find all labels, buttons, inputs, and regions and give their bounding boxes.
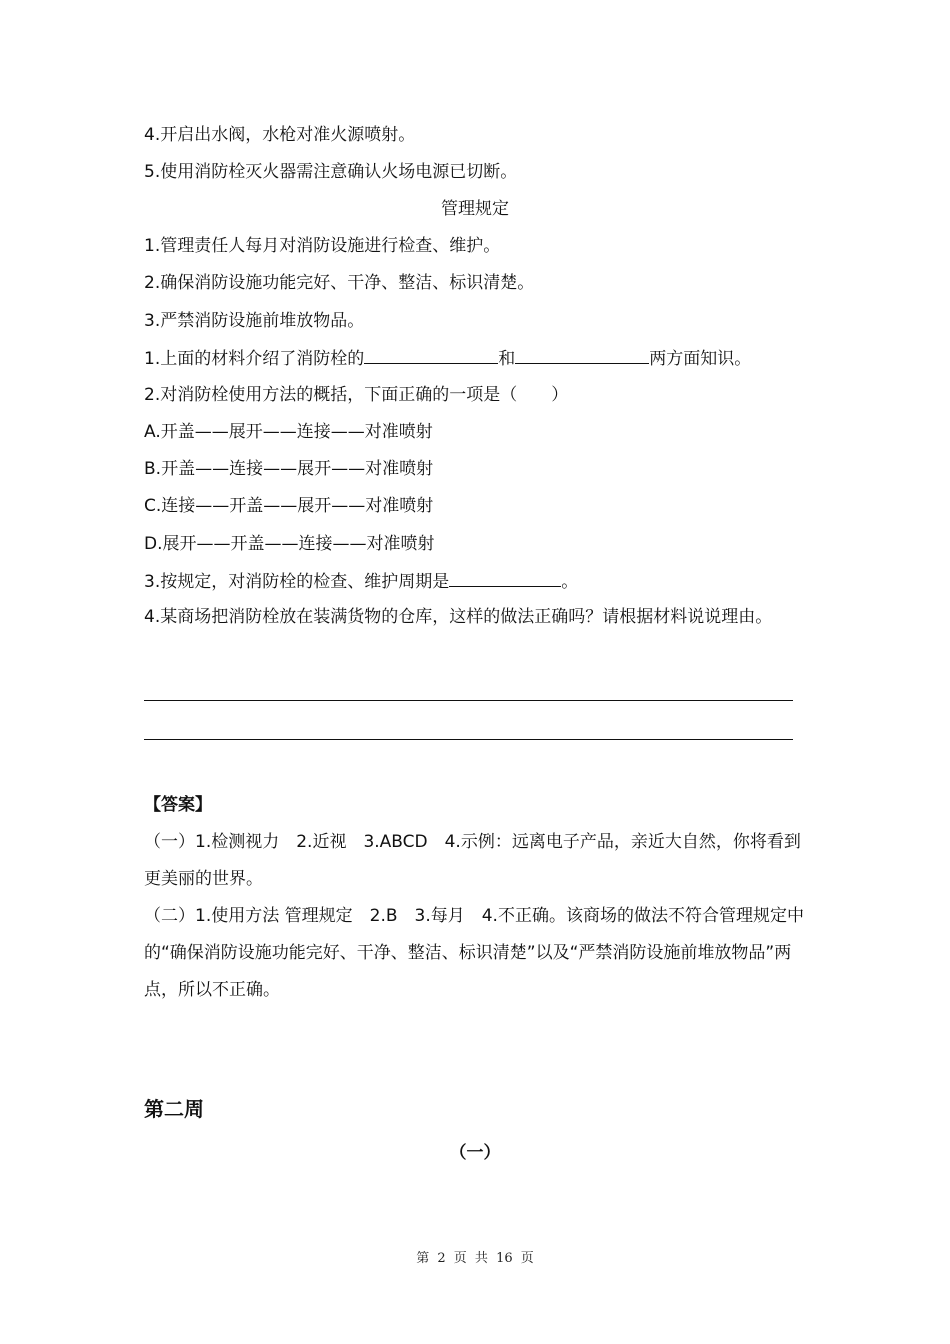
question-1-blank-2[interactable] bbox=[515, 346, 649, 364]
question-3 bbox=[144, 569, 808, 594]
question-1-suffix: 两方面知识。 bbox=[649, 349, 752, 369]
question-1-mid: 和 bbox=[498, 349, 516, 369]
question-3-prefix: 3.按规定，对消防栓的检查、维护周期是 bbox=[144, 572, 450, 592]
question-2-option-c: C.连接——开盖——展开——对准喷射 bbox=[144, 496, 434, 516]
week-title: 第二周 bbox=[144, 1097, 204, 1121]
usage-step-4: 4.开启出水阀，水枪对准火源喷射。 bbox=[144, 125, 416, 145]
question-3-blank[interactable] bbox=[449, 569, 561, 587]
question-2-stem: 2.对消防栓使用方法的概括，下面正确的一项是（ ） bbox=[144, 385, 569, 405]
answer-line-1[interactable] bbox=[144, 700, 793, 701]
question-3-suffix: 。 bbox=[561, 572, 579, 592]
question-1-prefix: 1.上面的材料介绍了消防栓的 bbox=[144, 349, 365, 369]
question-2-option-d: D.展开——开盖——连接——对准喷射 bbox=[144, 534, 435, 554]
answers-heading: 【答案】 bbox=[144, 795, 212, 815]
week-subtitle: （一） bbox=[449, 1143, 501, 1163]
answer-line-2[interactable] bbox=[144, 739, 793, 740]
footer-page-current: 2 bbox=[437, 1251, 446, 1266]
management-rule-1: 1.管理责任人每月对消防设施进行检查、维护。 bbox=[144, 236, 501, 256]
question-2-option-b: B.开盖——连接——展开——对准喷射 bbox=[144, 459, 434, 479]
management-title: 管理规定 bbox=[441, 199, 509, 219]
usage-step-5: 5.使用消防栓灭火器需注意确认火场电源已切断。 bbox=[144, 162, 518, 182]
question-1-blank-1[interactable] bbox=[364, 346, 498, 364]
footer-page-total: 16 bbox=[496, 1251, 513, 1266]
answers-part-2: （二）1.使用方法 管理规定 2.B 3.每月 4.不正确。该商场的做法不符合管理规定中的“确保消防设施功能完好、干净、整洁、标识清楚”以及“严禁消防设施前堆放物品”两点，所以不正确。 bbox=[144, 906, 804, 1000]
management-rule-3: 3.严禁消防设施前堆放物品。 bbox=[144, 311, 365, 331]
answers-part-1: （一）1.检测视力 2.近视 3.ABCD 4.示例：远离电子产品，亲近大自然，你将看到更美丽的世界。 bbox=[144, 832, 801, 889]
question-4-stem: 4.某商场把消防栓放在装满货物的仓库，这样的做法正确吗？请根据材料说说理由。 bbox=[144, 607, 773, 627]
question-2-option-a: A.开盖——展开——连接——对准喷射 bbox=[144, 422, 433, 442]
management-rule-2: 2.确保消防设施功能完好、干净、整洁、标识清楚。 bbox=[144, 273, 535, 293]
footer-label-after: 页 bbox=[520, 1251, 534, 1266]
footer-label-mid: 页 共 bbox=[453, 1251, 488, 1266]
page-footer bbox=[0, 1247, 950, 1266]
footer-label-before: 第 bbox=[416, 1251, 430, 1266]
question-1 bbox=[144, 346, 808, 371]
